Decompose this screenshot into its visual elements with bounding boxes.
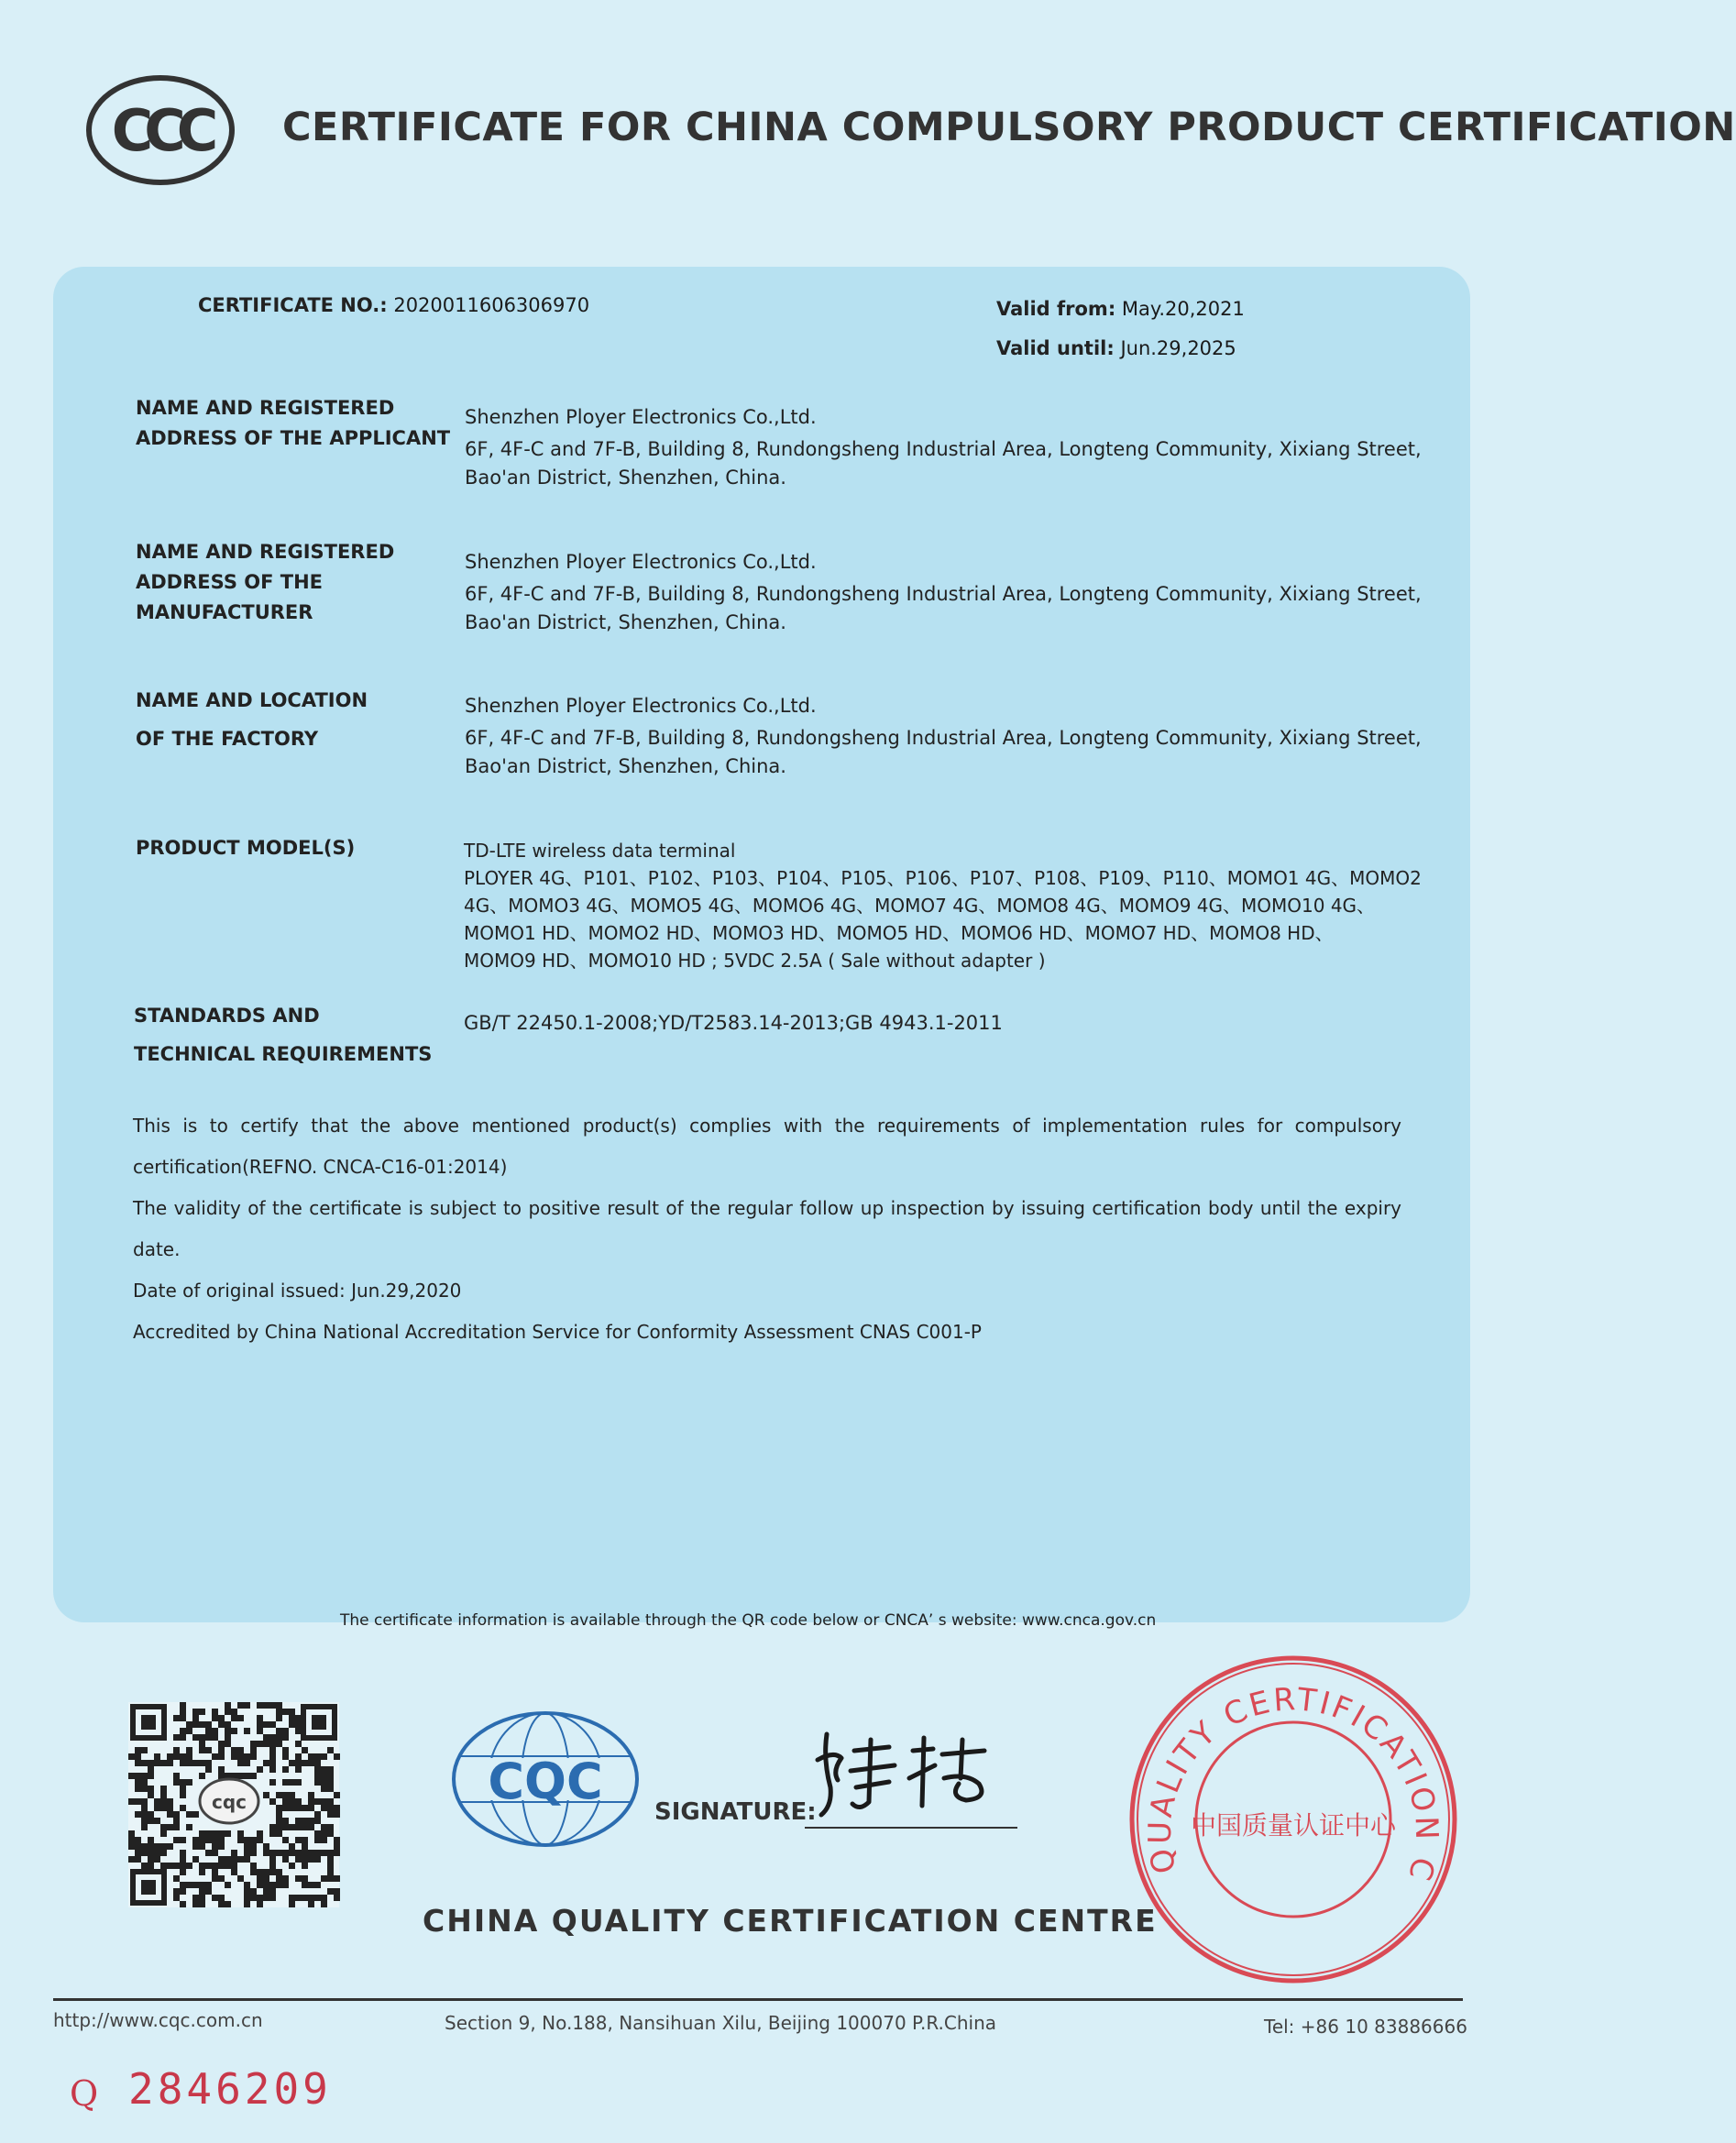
accreditation: Accredited by China National Accreditation Service for Conformity Assessment CNAS C001-P — [133, 1321, 982, 1343]
cqc-logo-text: CQC — [488, 1753, 603, 1810]
applicant-label — [136, 393, 450, 454]
signature — [805, 1723, 1017, 1833]
product-line1: TD-LTE wireless data terminal — [464, 840, 736, 862]
product-line4: MOMO1 HD、MOMO2 HD、MOMO3 HD、MOMO5 HD、MOMO6 HD、MOMO7 HD、MOMO8 HD、 — [464, 922, 1334, 944]
applicant-label-line2: ADDRESS OF THE APPLICANT — [136, 427, 451, 449]
applicant-name: Shenzhen Ployer Electronics Co.,Ltd. — [465, 406, 817, 428]
original-issue-date: Date of original issued: Jun.29,2020 — [133, 1280, 462, 1302]
standards-label — [134, 996, 432, 1073]
product-label: PRODUCT MODEL(S) — [136, 837, 356, 859]
footer-website[interactable]: http://www.cqc.com.cn — [53, 2009, 263, 2031]
serial-number: 2846209 — [128, 2064, 332, 2114]
standards-label-line2: TECHNICAL REQUIREMENTS — [134, 1043, 433, 1065]
signature-label: SIGNATURE: — [654, 1798, 817, 1826]
qr-badge-text: cqc — [211, 1791, 247, 1813]
seal-inner-text: 中国质量认证中心 — [1190, 1810, 1397, 1841]
statement-p2-line1: The validity of the certificate is subject to positive result of the regular follow up inspection by issuing certification body until the expiry — [133, 1197, 1401, 1219]
applicant-address-line2: Bao'an District, Shenzhen, China. — [465, 467, 786, 489]
valid-from — [996, 294, 1245, 324]
standards-label-line1: STANDARDS AND — [134, 1005, 320, 1027]
seal-outer-text: QUALITY CERTIFICATION C — [1141, 1681, 1445, 1887]
factory-address-line2: Bao'an District, Shenzhen, China. — [465, 755, 786, 777]
svg-text:CHINA QUALITY CERTIFICATION CE — [1128, 1654, 1445, 1893]
statement-p1-line2: certification(REFNO. CNCA-C16-01:2014) — [133, 1156, 508, 1178]
certificate-number — [198, 291, 589, 321]
factory-label — [136, 681, 368, 758]
certificate-number-label: CERTIFICATE NO.: — [198, 294, 388, 316]
factory-value — [465, 692, 1422, 781]
footer-tel: Tel: +86 10 83886666 — [1264, 2016, 1467, 2038]
footer-address: Section 9, No.188, Nansihuan Xilu, Beijing 100070 P.R.China — [445, 2012, 997, 2034]
factory-name: Shenzhen Ployer Electronics Co.,Ltd. — [465, 695, 817, 717]
product-value — [464, 837, 1422, 974]
manufacturer-label-line2: ADDRESS OF THE — [136, 571, 324, 593]
ccc-logo — [84, 73, 236, 187]
certificate-number-value: 2020011606306970 — [393, 294, 590, 316]
factory-label-line2: OF THE FACTORY — [136, 728, 319, 750]
qr-note: The certificate information is available through the QR code below or CNCA’ s website: www.cnca.gov.cn — [340, 1611, 1157, 1630]
certificate-title: CERTIFICATE FOR CHINA COMPULSORY PRODUCT CERTIFICATION — [282, 104, 1736, 150]
ccc-logo-text: CCC — [111, 97, 210, 164]
statement — [133, 1105, 1401, 1353]
manufacturer-address-line1: 6F, 4F-C and 7F-B, Building 8, Rundongsheng Industrial Area, Longteng Community, Xixiang Street, — [465, 583, 1422, 605]
statement-p2-line2: date. — [133, 1238, 181, 1260]
valid-until-value: Jun.29,2025 — [1120, 337, 1236, 359]
valid-until — [996, 334, 1236, 364]
footer-divider — [53, 1998, 1463, 2001]
manufacturer-name: Shenzhen Ployer Electronics Co.,Ltd. — [465, 551, 817, 573]
cqc-logo — [451, 1710, 640, 1848]
manufacturer-value — [465, 548, 1422, 637]
product-line2: PLOYER 4G、P101、P102、P103、P104、P105、P106、P107、P108、P109、P110、MOMO1 4G、MOMO2 — [464, 867, 1422, 889]
valid-until-label: Valid until: — [996, 337, 1115, 359]
valid-from-label: Valid from: — [996, 298, 1116, 320]
manufacturer-label — [136, 537, 394, 628]
official-seal — [1128, 1654, 1458, 1984]
issuer-name: CHINA QUALITY CERTIFICATION CENTRE — [423, 1903, 1158, 1939]
product-line5: MOMO9 HD、MOMO10 HD ; 5VDC 2.5A ( Sale without adapter ) — [464, 950, 1046, 972]
factory-address-line1: 6F, 4F-C and 7F-B, Building 8, Rundongsheng Industrial Area, Longteng Community, Xixiang Street, — [465, 727, 1422, 749]
manufacturer-label-line3: MANUFACTURER — [136, 601, 313, 623]
applicant-label-line1: NAME AND REGISTERED — [136, 397, 395, 419]
serial-prefix: Q — [70, 2073, 99, 2114]
statement-p1-line1: This is to certify that the above mentioned product(s) complies with the requirements of implementation rules for compulsory — [133, 1115, 1401, 1137]
valid-from-value: May.20,2021 — [1121, 298, 1245, 320]
standards-value: GB/T 22450.1-2008;YD/T2583.14-2013;GB 4943.1-2011 — [464, 1012, 1003, 1034]
applicant-value — [465, 403, 1422, 492]
applicant-address-line1: 6F, 4F-C and 7F-B, Building 8, Rundongsheng Industrial Area, Longteng Community, Xixiang Street, — [465, 438, 1422, 460]
manufacturer-address-line2: Bao'an District, Shenzhen, China. — [465, 611, 786, 633]
factory-label-line1: NAME AND LOCATION — [136, 689, 368, 711]
product-line3: 4G、MOMO3 4G、MOMO5 4G、MOMO6 4G、MOMO7 4G、MOMO8 4G、MOMO9 4G、MOMO10 4G、 — [464, 895, 1376, 917]
manufacturer-label-line1: NAME AND REGISTERED — [136, 541, 395, 563]
qr-code[interactable] — [128, 1702, 339, 1907]
